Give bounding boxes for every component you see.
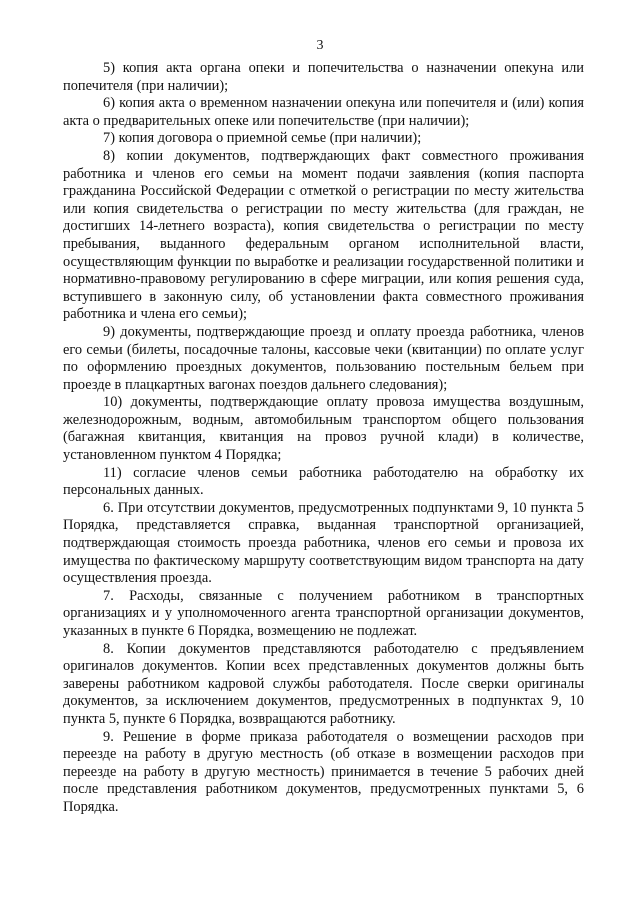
paragraph-clause-9: 9. Решение в форме приказа работодателя о возмещении расходов при переезде на работу в другую местность (об отказе в возмещении расходов при переезде на работу в другую местность) принимается в течение 5 рабочих дней после представления работником документов, предусмотренных пунктами 5, 6 Порядка. [63,728,584,815]
document-body [63,60,584,817]
page-number: 3 [316,38,324,53]
paragraph-clause-8: 8. Копии документов представляются работодателю с предъявлением оригиналов документов. Копии всех представленных документов должны быть заверены работником кадровой службы работодателя. После сверки оригиналы документов, за исключением документов, предусмотренных в подпунктах 9, 10 пункта 5, пункте 6 Порядка, возвращаются работнику. [63,640,584,727]
paragraph-item-7: 7) копия договора о приемной семье (при наличии); [103,130,422,147]
paragraph-clause-6: 6. При отсутствии документов, предусмотренных подпунктами 9, 10 пункта 5 Порядка, представляется справка, выданная транспортной организацией, подтверждающая стоимость проезда работника, членов его семьи и провоза их имущества по фактическому маршруту соответствующим видом транспорта на дату осуществления проезда. [63,499,584,587]
paragraph-item-5: 5) копия акта органа опеки и попечительства о назначении опекуна или попечителя (при наличии); [63,60,584,94]
paragraph-clause-7: 7. Расходы, связанные с получением работником в транспортных организациях и у уполномоченного агента транспортной организации документов, указанных в пункте 6 Порядка, возмещению не подлежат. [63,587,584,639]
paragraph-item-9: 9) документы, подтверждающие проезд и оплату проезда работника, членов его семьи (билеты, посадочные талоны, кассовые чеки (квитанции) по оплате услуг по оформлению проездных документов, пользованию постельным бельем при проезде в плацкартных вагонах поездов дальнего следования); [63,323,584,393]
paragraph-item-10: 10) документы, подтверждающие оплату провоза имущества воздушным, железнодорожным, водным, автомобильным транспортом общего пользования (багажная квитанция, квитанция на провоз ручной клади) в количестве, установленном пунктом 4 Порядка; [63,394,584,464]
paragraph-item-8: 8) копии документов, подтверждающих факт совместного проживания работника и членов его семьи на момент подачи заявления (копия паспорта гражданина Российской Федерации с отметкой о регистрации по месту жительства или копия свидетельства о регистрации по месту жительства (для граждан, не достигших 14-летнего возраста), копия свидетельства о регистрации по месту пребывания, выданного федеральным органом исполнительной власти, осуществляющим функции по выработке и реализации государственной политики и нормативно-правовому регулированию в сфере миграции, или копия решения суда, вступившего в законную силу, об установлении факта совместного проживания работника и члена его семьи); [63,147,584,323]
paragraph-item-6: 6) копия акта о временном назначении опекуна или попечителя и (или) копия акта о предварительных опеке или попечительстве (при наличии); [63,95,584,129]
paragraph-item-11: 11) согласие членов семьи работника работодателю на обработку их персональных данных. [63,464,584,499]
